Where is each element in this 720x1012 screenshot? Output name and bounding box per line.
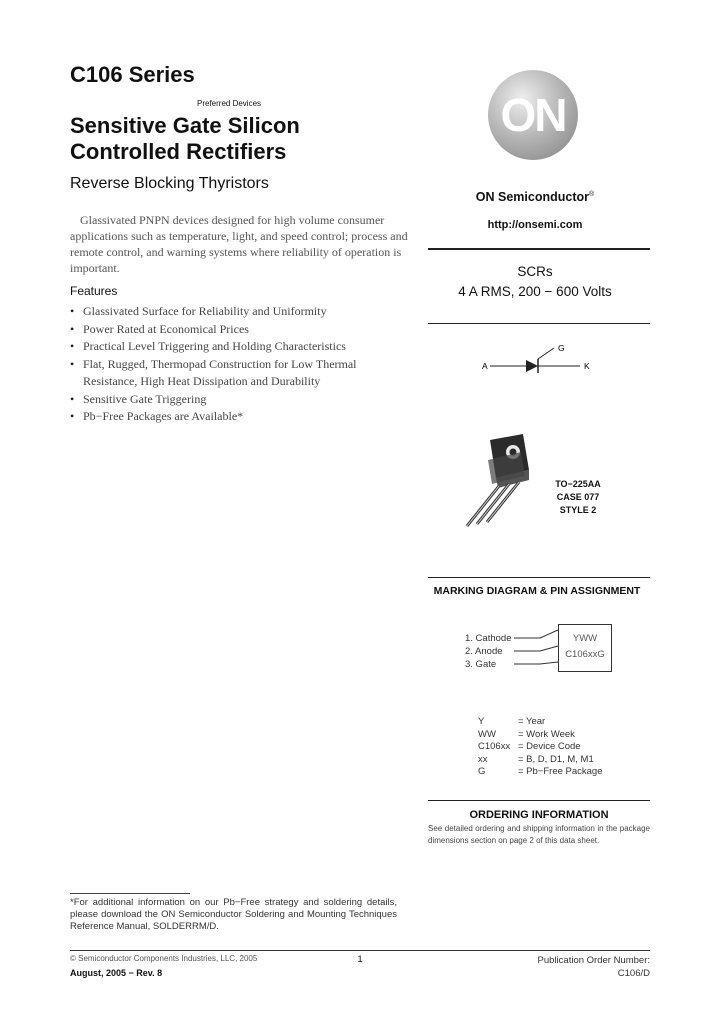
registered-mark: ® [589, 190, 595, 198]
title-line-1: Sensitive Gate Silicon [70, 113, 300, 138]
page-subtitle: Reverse Blocking Thyristors [70, 175, 269, 192]
title-line-2: Controlled Rectifiers [70, 139, 287, 164]
divider [428, 248, 650, 250]
feature-item: • Flat, Rugged, Thermopad Construction for Low Thermal Resistance, High Heat Dissipation and Durability [70, 356, 410, 391]
marking-line-1: YWW [572, 633, 598, 644]
package-label [548, 478, 608, 517]
legend-key: Y [478, 716, 485, 727]
gate-label: G [558, 343, 565, 353]
legend-row [478, 754, 603, 767]
publication-number [480, 954, 650, 980]
ordering-text: See detailed ordering and shipping information in the package dimensions section on page 2 of this data sheet. [428, 824, 650, 845]
feature-item: • Glassivated Surface for Reliability and Uniformity [70, 303, 410, 321]
publication-label: Publication Order Number: [537, 955, 650, 966]
company-name-text: ON Semiconductor [475, 190, 590, 204]
cathode-label: K [584, 361, 590, 371]
legend-row [478, 766, 603, 779]
series-title: C106 Series [70, 62, 195, 87]
marking-legend [478, 716, 603, 779]
pin-item: 2. Anode [465, 646, 503, 657]
divider [428, 577, 650, 578]
legend-key: WW [478, 728, 496, 740]
features-heading: Features [70, 284, 118, 298]
revision-date: August, 2005 − Rev. 8 [70, 968, 163, 978]
footer-rule [70, 950, 650, 951]
anode-label: A [482, 361, 488, 371]
page-title [70, 113, 410, 165]
pin-item: 3. Gate [465, 659, 497, 670]
package-name: TO−225AA [555, 479, 601, 489]
marking-box [558, 624, 612, 672]
legend-row [478, 716, 603, 729]
marking-heading: MARKING DIAGRAM & PIN ASSIGNMENT [433, 585, 641, 597]
company-name [430, 190, 640, 204]
legend-key: xx [478, 753, 488, 765]
pin-assignment [465, 632, 511, 671]
feature-item: • Power Rated at Economical Prices [70, 321, 410, 339]
legend-key: C106xx [478, 741, 511, 753]
pin-item: 1. Cathode [465, 633, 512, 644]
package-case: CASE 077 [556, 492, 600, 502]
package-style: STYLE 2 [559, 505, 597, 515]
legend-row [478, 741, 603, 754]
legend-value: = B, D, D1, M, M1 [518, 753, 594, 765]
page-number: 1 [357, 954, 363, 965]
website-link[interactable]: http://onsemi.com [487, 219, 583, 231]
intro-paragraph: Glassivated PNPN devices designed for high volume consumer applications such as temperature, light, and speed control; process and remote control, and warning systems where reliability of operation is important. [70, 213, 408, 275]
feature-item: • Sensitive Gate Triggering [70, 391, 410, 409]
legend-value: = Year [518, 716, 546, 727]
feature-item: • Pb−Free Packages are Available* [70, 408, 410, 426]
publication-code: C106/D [617, 968, 650, 979]
to225-package-image [455, 432, 545, 532]
divider [428, 800, 650, 801]
preferred-devices-label: Preferred Devices [197, 99, 262, 108]
marking-line-2: C106xxG [565, 649, 605, 660]
legend-value: = Pb−Free Package [518, 766, 603, 778]
footnote-rule [70, 893, 190, 894]
copyright: © Semiconductor Components Industries, LLC, 2005 [70, 954, 258, 963]
divider [428, 323, 650, 324]
product-rating: 4 A RMS, 200 − 600 Volts [458, 284, 612, 299]
product-summary [430, 262, 640, 302]
features-list [70, 303, 410, 426]
feature-item: • Practical Level Triggering and Holding Characteristics [70, 338, 410, 356]
on-logo: ON [488, 70, 578, 160]
product-type: SCRs [517, 264, 553, 279]
legend-key: G [478, 766, 486, 778]
ordering-heading: ORDERING INFORMATION [469, 809, 609, 821]
legend-value: = Device Code [518, 741, 581, 753]
scr-symbol [480, 338, 600, 378]
footnote: *For additional information on our Pb−Free strategy and soldering details, please download the ON Semiconductor Soldering and Mounting Techniques Reference Manual, SOLDERRM/D. [70, 897, 397, 932]
legend-row [478, 729, 603, 742]
pin-leads [514, 624, 560, 672]
legend-value: = Work Week [518, 728, 575, 740]
